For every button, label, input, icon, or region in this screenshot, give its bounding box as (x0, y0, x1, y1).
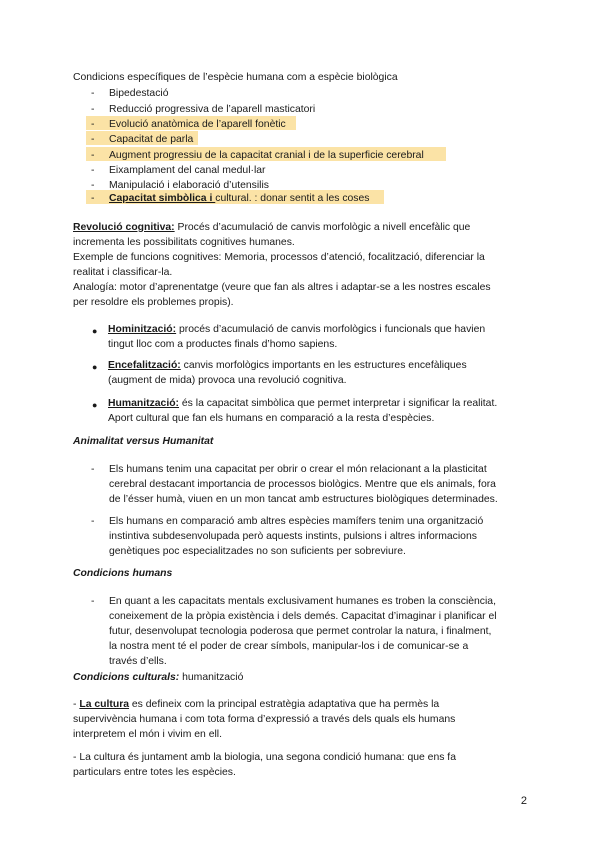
bullet-hominitzacio (108, 322, 485, 338)
list-item: Augment progressiu de la capacitat cranial i de la superficie cerebral (109, 150, 424, 161)
cognitive-line-5: Analogía: motor d’aprenentatge (veure que fan als altres i adaptar-se a les nostres escales (73, 282, 491, 293)
culture-text: es defineix com la principal estratègia adaptativa que ha permès la (129, 699, 440, 710)
cognitive-text: Procés d’acumulació de canvis morfològic a nivell encefàlic que (174, 222, 471, 233)
humans-line: través d’ells. (109, 656, 167, 667)
animalitat-line: cerebral destacant importancia de processos biològics. Mentre que els animals, fora (109, 479, 496, 490)
list-item-symbolic (109, 191, 369, 207)
symbolic-term: Capacitat simbòlica i (109, 193, 216, 204)
list-item: Eixamplament del canal medul·lar (109, 165, 266, 176)
list-item: Reducció progressiva de l’aparell masticatori (109, 104, 316, 115)
list-dash: - (91, 180, 95, 191)
culturals-p2-line-1: - La cultura és juntament amb la biologia, una segona condició humana: que ens fa (73, 752, 456, 763)
culturals-p1-line-1 (73, 697, 439, 713)
list-dash: - (91, 134, 95, 145)
page-number: 2 (520, 795, 527, 807)
dash-prefix: - (73, 699, 80, 710)
bullet-text: canvis morfològics importants en les estructures encefàliques (180, 360, 467, 371)
cognitive-line-4: realitat i classificar-la. (73, 267, 173, 278)
list-item: Manipulació i elaboració d’utensilis (109, 180, 269, 191)
bullet-term: Hominització: (108, 324, 177, 335)
bullet-dot: ● (92, 362, 98, 372)
animalitat-line: Els humans en comparació amb altres espècies mamífers tenim una organització (109, 516, 484, 527)
bullet-term: Humanització: (108, 398, 180, 409)
list-dash: - (91, 193, 95, 204)
culturals-p1-line-3: interpretem el món i vivim en ell. (73, 729, 222, 740)
bullet-text-2: tingut lloc com a productes finals d’homo sapiens. (108, 339, 338, 350)
list-dash: - (91, 88, 95, 99)
cognitive-line-3: Exemple de funcions cognitives: Memoria, processos d’atenció, focalització, diferenciar la (73, 252, 485, 263)
bullet-text-2: (augment de mida) provoca una revolució cognitiva. (108, 375, 347, 386)
list-item: Evolució anatòmica de l’aparell fonètic (109, 119, 286, 130)
intro-title: Condicions específiques de l’espècie humana com a espècie biològica (73, 72, 398, 83)
section-heading-humans: Condicions humans (73, 568, 173, 579)
section-heading-animalitat: Animalitat versus Humanitat (73, 436, 214, 447)
bullet-humanitzacio (108, 396, 497, 412)
list-item: Capacitat de parla (109, 134, 194, 145)
humans-line: En quant a les capacitats mentals exclusivament humanes es troben la consciència, (109, 596, 496, 607)
culturals-p2-line-2: particulars entre totes les espècies. (73, 767, 236, 778)
animalitat-line: instintiva subdesenvolupada però aquests instints, pulsions i altres informacions (109, 531, 477, 542)
bullet-text: procés d’acumulació de canvis morfològics i funcionals que havien (176, 324, 486, 335)
cognitive-line-1 (73, 220, 470, 236)
bullet-term: Encefalització: (108, 360, 181, 371)
list-dash: - (91, 516, 95, 527)
bullet-dot: ● (92, 400, 98, 410)
symbolic-rest: cultural. : donar sentit a les coses (215, 193, 370, 204)
cognitive-line-6: per resoldre els problemes propis). (73, 297, 234, 308)
humans-line: la nostra ment té el poder de crear símbols, manipular-los i de comunicar-se a (109, 641, 469, 652)
culturals-heading: Condicions culturals: (73, 672, 180, 683)
list-dash: - (91, 119, 95, 130)
list-item: Bipedestació (109, 88, 169, 99)
bullet-encefalitzacio (108, 358, 467, 374)
bullet-dot: ● (92, 326, 98, 336)
culture-term: La cultura (79, 699, 130, 710)
humans-line: futur, desenvolupat tecnologia poderosa que permet controlar la natura, i finalment, (109, 626, 492, 637)
animalitat-line: Els humans tenim una capacitat per obrir o crear el món relacionant a la plasticitat (109, 464, 487, 475)
section-heading-culturals (73, 670, 243, 686)
bullet-text-2: Aport cultural que fan els humans en comparació a la resta d’espècies. (108, 413, 435, 424)
animalitat-line: de l’ésser humà, viuen en un mon tancat amb estructures biològiques determinades. (109, 494, 498, 505)
list-dash: - (91, 165, 95, 176)
cognitive-term: Revolució cognitiva: (73, 222, 175, 233)
bullet-text: és la capacitat simbòlica que permet interpretar i significar la realitat. (179, 398, 498, 409)
list-dash: - (91, 150, 95, 161)
animalitat-line: genètiques poc especialitzades no son suficients per sobreviure. (109, 546, 406, 557)
list-dash: - (91, 104, 95, 115)
list-dash: - (91, 464, 95, 475)
humans-line: coneixement de la pròpia existència i dels demés. Capacitat d’imaginar i planificar el (109, 611, 497, 622)
culturals-p1-line-2: supervivència humana i com tota forma d’expressió a través dels quals els humans (73, 714, 456, 725)
culturals-heading-rest: humanització (179, 672, 244, 683)
list-dash: - (91, 596, 95, 607)
cognitive-line-2: incrementa les possibilitats cognitives humanes. (73, 237, 295, 248)
